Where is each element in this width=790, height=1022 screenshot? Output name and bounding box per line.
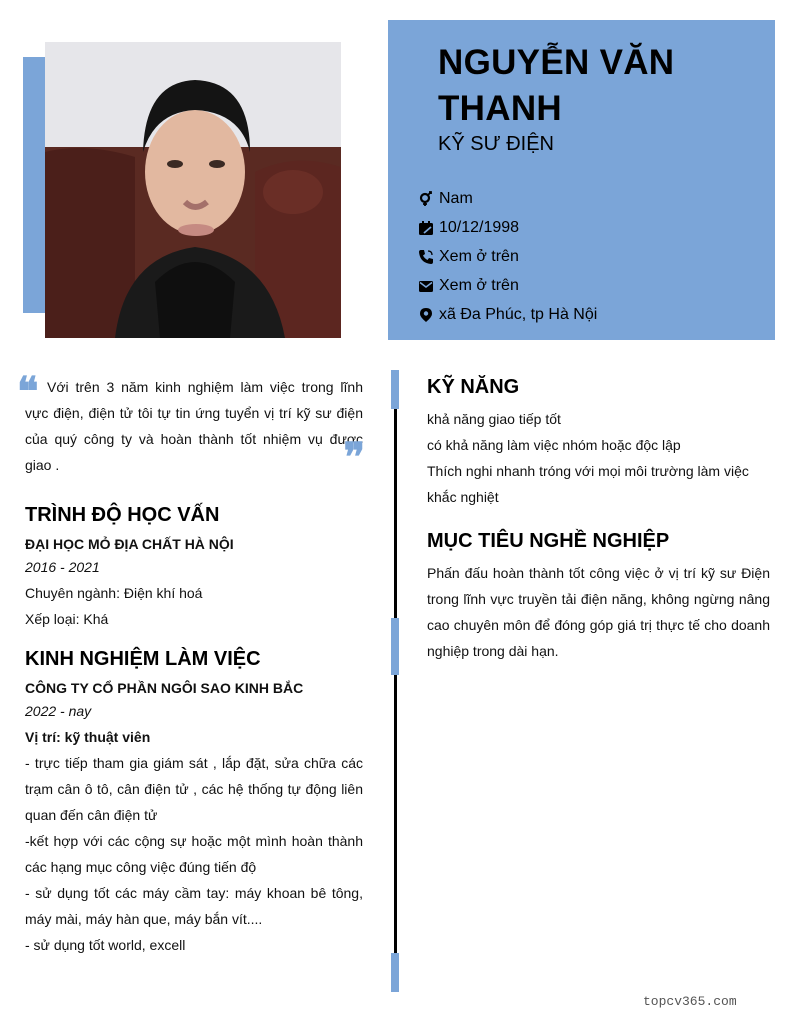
skill-item: có khả năng làm việc nhóm hoặc độc lập [427,437,681,453]
school-name: ĐẠI HỌC MỎ ĐỊA CHẤT HÀ NỘI [25,536,234,552]
skills-section [427,374,770,510]
watermark: topcv365.com [643,994,737,1009]
career-goal-section [427,528,770,664]
experience-detail: -kết hợp với các cộng sự hoặc một mình hoàn thành các hạng mục công việc đúng tiến độ [25,833,363,875]
candidate-name: NGUYỄN VĂN THANH [438,43,675,128]
education-grade: Xếp loại: Khá [25,611,109,627]
career-goal-title: MỤC TIÊU NGHỀ NGHIỆP [427,530,670,552]
close-quote-icon: ❞ [343,434,365,481]
calendar-icon [417,219,435,237]
contact-address [417,300,597,329]
skills-title: KỸ NĂNG [427,376,520,398]
education-title: TRÌNH ĐỘ HỌC VẤN [25,504,220,526]
gender-icon [417,190,435,208]
experience-position: Vị trí: kỹ thuật viên [25,729,151,745]
avatar-photo [45,42,341,338]
email-value: Xem ở trên [439,276,519,294]
career-goal-text: Phấn đấu hoàn thành tốt công việc ở vị trí kỹ sư Điện trong lĩnh vực truyền tải điện năng, không ngừng nâng cao chuyên môn để đóng góp giá trị thực tế cho doanh nghiệp trong dài hạn. [427,565,770,659]
skill-item: Thích nghi nhanh tróng với mọi môi trường làm việc khắc nghiệt [427,463,749,505]
experience-detail: - sử dụng tốt world, excell [25,937,186,953]
contact-gender [417,184,597,213]
gender-value: Nam [439,189,473,207]
phone-icon [417,248,435,266]
divider-accent-top [391,370,399,409]
divider-accent-middle [391,618,399,675]
contact-email [417,271,597,300]
experience-detail: - trực tiếp tham gia giám sát , lắp đặt, sửa chữa các trạm cân ô tô, cân điện tử , các hệ thống tự động liên quan đến cân điện tử [25,755,363,823]
skill-item: khả năng giao tiếp tốt [427,411,561,427]
contact-list [417,184,597,329]
portrait-image [45,42,341,338]
phone-value: Xem ở trên [439,247,519,265]
right-column [427,374,770,664]
experience-period: 2022 - nay [25,703,92,719]
job-title: KỸ SƯ ĐIỆN [438,133,554,155]
contact-birthday [417,213,597,242]
education-major: Chuyên ngành: Điện khí hoá [25,585,203,601]
summary-quote [17,368,365,502]
contact-phone [417,242,597,271]
experience-section [25,646,363,958]
education-section [25,502,363,632]
experience-title: KINH NGHIỆM LÀM VIỆC [25,648,261,670]
company-name: CÔNG TY CỔ PHẦN NGÔI SAO KINH BẮC [25,680,304,696]
quote-text: Với trên 3 năm kinh nghiệm làm việc trong lĩnh vực điện, điện tử tôi tự tin ứng tuyển vị trí kỹ sư điện của quý công ty và hoàn thành tốt nhiệm vụ được giao . [25,379,363,473]
column-divider [394,370,397,990]
address-value: xã Đa Phúc, tp Hà Nội [439,305,598,323]
open-quote-icon: ❝ [17,368,39,415]
divider-accent-bottom [391,953,399,992]
left-column [17,368,365,958]
location-icon [417,306,435,324]
birthday-value: 10/12/1998 [439,218,520,236]
header-panel [388,20,775,340]
education-period: 2016 - 2021 [25,559,100,575]
experience-detail: - sử dụng tốt các máy cầm tay: máy khoan bê tông, máy mài, máy hàn que, máy bắn vít.... [25,885,363,927]
email-icon [417,277,435,295]
